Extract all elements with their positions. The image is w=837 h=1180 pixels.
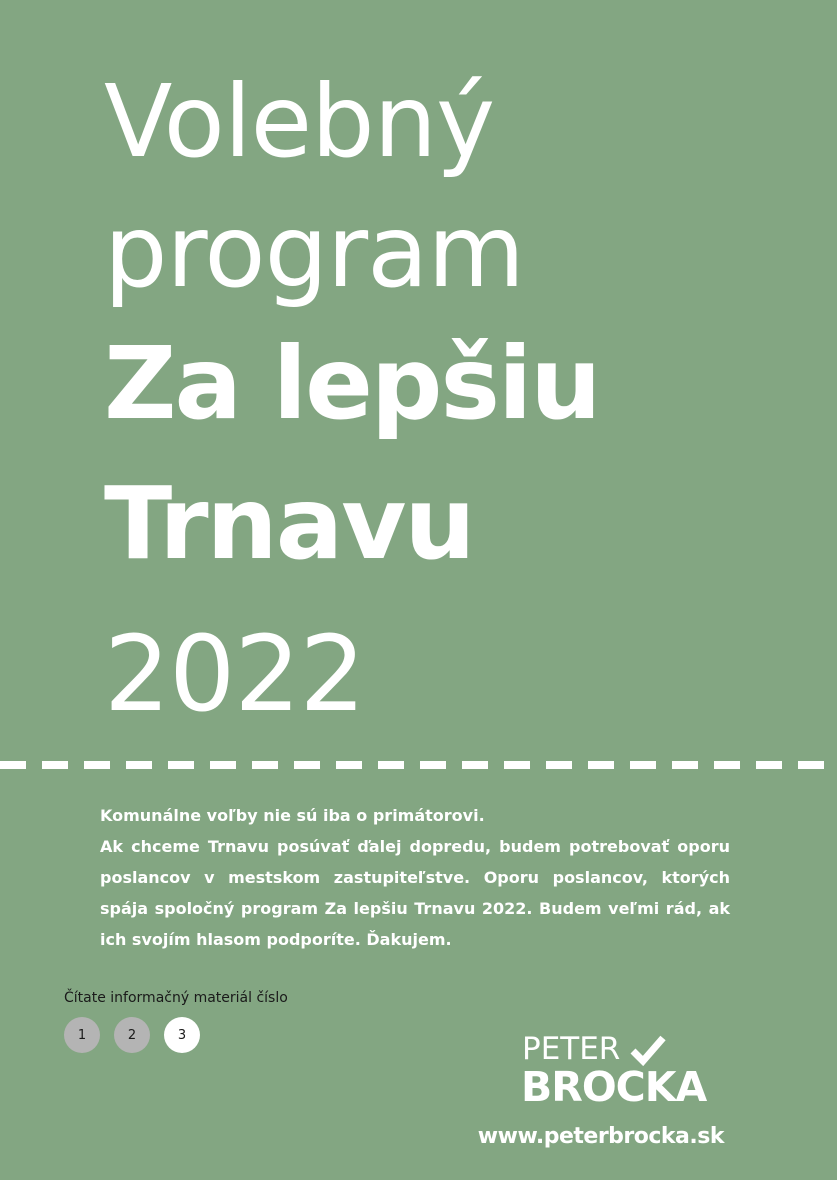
title-line-year: 2022 — [104, 613, 365, 735]
title-line-trnavu: Trnavu — [104, 465, 474, 582]
material-number-label: Čítate informačný materiál číslo — [64, 990, 288, 1006]
intro-text — [100, 800, 730, 955]
logo-last-name: BROCKA — [521, 1063, 707, 1111]
dashed-divider — [0, 761, 837, 769]
checkmark-icon — [630, 1034, 666, 1066]
material-number-badges — [64, 1017, 200, 1053]
material-number-badge-1: 1 — [64, 1017, 100, 1053]
intro-body: Ak chceme Trnavu posúvať ďalej dopredu, budem potrebovať oporu poslancov v mestskom zastupiteľstve. Oporu poslancov, ktorých spája spoločný program Za lepšiu Trnavu 2022. Budem veľmi rád, ak ich svojím hlasom podporíte. Ďakujem. — [100, 837, 730, 949]
website-url: www.peterbrocka.sk — [477, 1124, 724, 1149]
title-line-volebny: Volebný — [104, 63, 495, 180]
title-line-za-lepsiu: Za lepšiu — [104, 325, 600, 442]
material-number-badge-2: 2 — [114, 1017, 150, 1053]
intro-lead: Komunálne voľby nie sú iba o primátorovi. — [100, 806, 485, 825]
peter-brocka-logo — [521, 1031, 732, 1114]
title-line-program: program — [104, 193, 524, 310]
material-number-badge-3-current: 3 — [164, 1017, 200, 1053]
logo-first-name: PETER — [522, 1031, 621, 1067]
